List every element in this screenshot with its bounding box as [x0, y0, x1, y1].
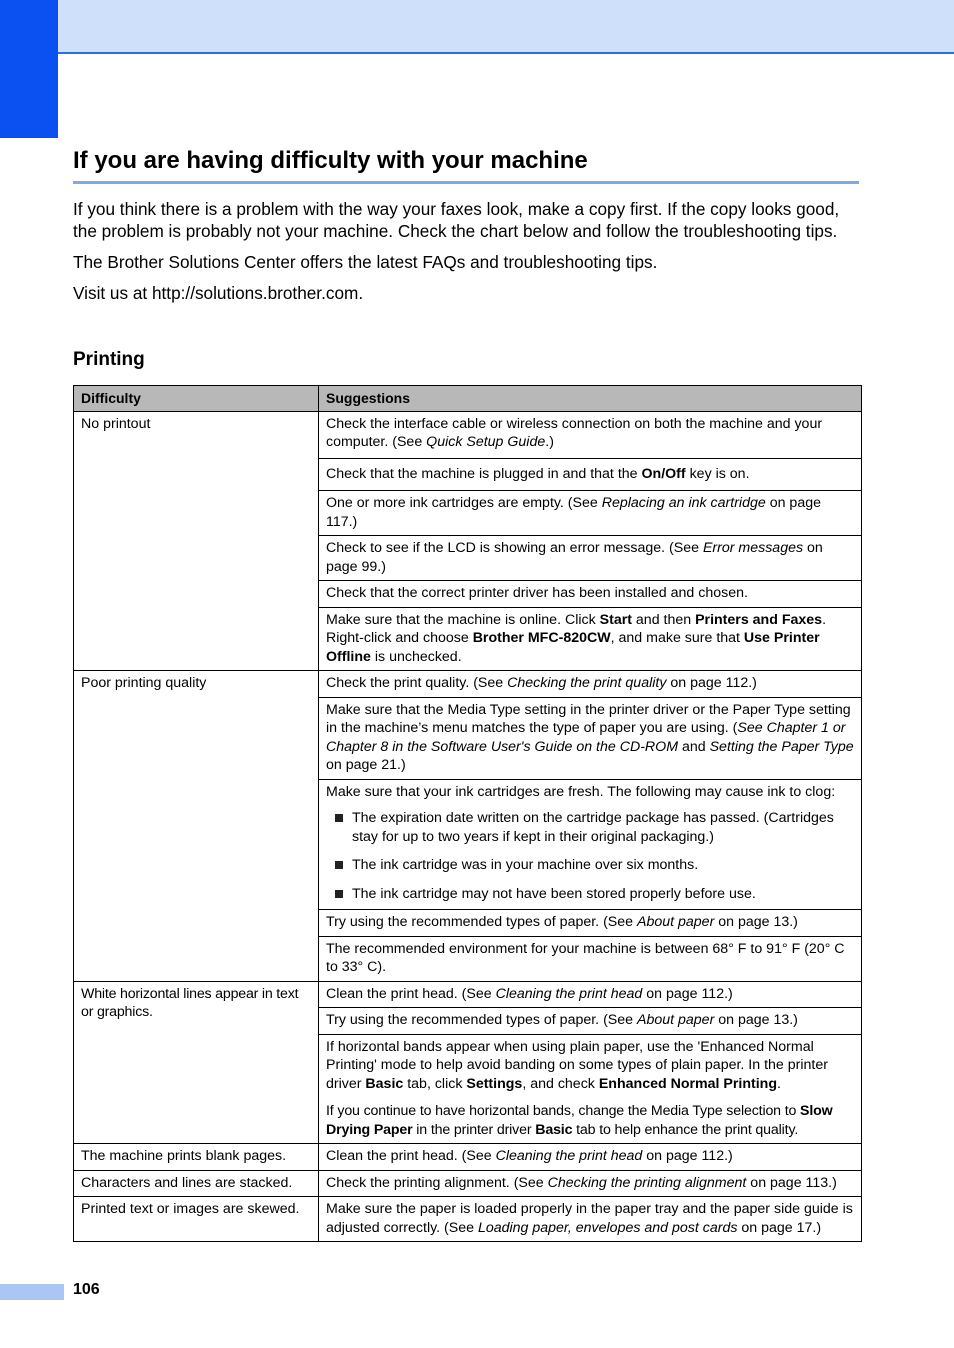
suggestion-cell — [319, 1170, 862, 1197]
suggestion-cell — [319, 697, 862, 779]
ui-term: Basic — [535, 1121, 573, 1138]
cross-reference: Cleaning the print head — [495, 1148, 643, 1164]
suggestion-text: on page 113.) — [746, 1174, 837, 1191]
cross-reference: About paper — [636, 914, 715, 930]
list-item — [334, 885, 854, 904]
table-row — [74, 411, 862, 458]
list-item — [334, 856, 854, 875]
intro-paragraph: The Brother Solutions Center offers the latest FAQs and troubleshooting tips. — [73, 252, 658, 272]
difficulty-cell: Printed text or images are skewed. — [74, 1197, 319, 1242]
suggestion-text: One or more ink cartridges are empty. (See — [326, 495, 602, 511]
list-item-text: The ink cartridge may not have been stored properly before use. — [352, 885, 756, 902]
footer-band — [0, 1284, 64, 1300]
intro-text — [73, 198, 863, 313]
suggestion-cell — [319, 1034, 862, 1144]
difficulty-cell: No printout — [74, 411, 319, 671]
list-item — [334, 809, 854, 846]
table-row — [74, 981, 862, 1008]
suggestion-text: Check that the correct printer driver has been installed and chosen. — [326, 585, 748, 601]
ui-term: Brother MFC-820CW — [472, 630, 611, 646]
difficulty-cell: White horizontal lines appear in text or graphics. — [74, 981, 319, 1144]
suggestion-text: is unchecked. — [370, 648, 462, 665]
suggestion-text: Check to see if the LCD is showing an error message. (See — [326, 540, 703, 556]
ui-term: Settings — [466, 1075, 523, 1092]
ui-term: Use Printer Offline — [326, 630, 820, 665]
header-band — [0, 0, 954, 54]
suggestion-text: .) — [545, 434, 554, 450]
suggestion-cell — [319, 458, 862, 491]
ui-term: Printers and Faxes — [695, 611, 823, 628]
suggestion-text: Make sure that your ink cartridges are fresh. The following may cause ink to clog: — [326, 783, 836, 800]
suggestion-text: tab to help enhance the print quality. — [572, 1121, 799, 1138]
suggestion-text: Make sure that the machine is online. Click — [326, 611, 600, 628]
suggestion-cell — [319, 936, 862, 981]
suggestion-cell — [319, 910, 862, 937]
cross-reference: Checking the print quality — [507, 675, 667, 691]
ui-term: Slow Drying Paper — [326, 1103, 833, 1138]
cross-reference: Loading paper, envelopes and post cards — [477, 1219, 738, 1236]
suggestion-text: on page 21.) — [326, 757, 406, 773]
cross-reference: Cleaning the print head — [495, 985, 643, 1002]
ui-term: Basic — [365, 1075, 404, 1092]
table-row — [74, 671, 862, 698]
suggestion-text: Check the interface cable or wireless connection on both the machine and your computer. (See — [326, 415, 823, 450]
suggestion-text: Clean the print head. (See — [326, 1148, 496, 1164]
suggestion-text: If you continue to have horizontal bands, change the Media Type selection to — [326, 1103, 801, 1119]
intro-paragraph: Visit us at http://solutions.brother.com. — [73, 283, 364, 303]
intro-paragraph: If you think there is a problem with the way your faxes look, make a copy first. If the copy looks good, the problem is probably not your machine. Check the chart below and follow the troubleshooting tips. — [73, 199, 840, 241]
suggestion-cell — [319, 1008, 862, 1035]
suggestion-text: . Right-click and choose — [326, 611, 827, 646]
suggestion-cell — [319, 1197, 862, 1242]
suggestion-text: Check the print quality. (See — [326, 675, 508, 691]
suggestion-text: tab, click — [403, 1075, 467, 1092]
suggestion-text: , and make sure that — [610, 630, 744, 646]
ui-term: Enhanced Normal Printing — [598, 1075, 777, 1092]
page-title: If you are having difficulty with your machine — [73, 146, 859, 184]
header-suggestions: Suggestions — [319, 386, 862, 412]
page-number: 106 — [73, 1281, 100, 1298]
cross-reference: Error messages — [702, 540, 804, 556]
difficulty-cell: Characters and lines are stacked. — [74, 1170, 319, 1197]
suggestion-text: Check that the machine is plugged in and that the — [326, 465, 642, 482]
suggestion-cell — [319, 779, 862, 910]
suggestion-text: on page 112.) — [642, 1148, 733, 1164]
suggestion-text: Check the printing alignment. (See — [326, 1174, 548, 1191]
difficulty-cell: Poor printing quality — [74, 671, 319, 982]
chapter-tab — [0, 0, 58, 138]
square-bullet-icon — [335, 861, 343, 869]
cross-reference: Setting the Paper Type — [709, 738, 854, 755]
cross-reference: Replacing an ink cartridge — [601, 495, 766, 511]
suggestion-cell — [319, 411, 862, 458]
suggestion-cell — [319, 607, 862, 671]
suggestion-text: Clean the print head. (See — [326, 985, 496, 1002]
suggestion-cell — [319, 581, 862, 608]
difficulty-cell: The machine prints blank pages. — [74, 1144, 319, 1171]
suggestion-text: If horizontal bands appear when using plain paper, use the 'Enhanced Normal Printing' mode to help avoid banding on some types of plain paper. In the printer driver — [326, 1038, 828, 1092]
suggestion-text: on page 117.) — [326, 495, 821, 530]
suggestion-text: Make sure the paper is loaded properly in the paper tray and the paper side guide is adjusted correctly. (See — [326, 1201, 853, 1236]
suggestion-text: , and check — [522, 1075, 599, 1092]
suggestion-cell — [319, 671, 862, 698]
suggestion-text: and — [678, 738, 710, 755]
section-title: Printing — [73, 349, 145, 370]
troubleshooting-table — [73, 385, 862, 1242]
suggestion-paragraph — [326, 1102, 854, 1139]
suggestion-text: on page 17.) — [737, 1219, 822, 1236]
ui-term: Start — [599, 611, 632, 628]
suggestion-text: The recommended environment for your machine is between 68° F to 91° F (20° C to 33° C). — [326, 940, 845, 975]
square-bullet-icon — [335, 890, 343, 898]
suggestion-cell — [319, 1144, 862, 1171]
table-header-row — [74, 386, 862, 412]
cross-reference: See Chapter 1 or Chapter 8 in the Software User's Guide on the CD-ROM — [326, 720, 846, 755]
suggestion-text: and then — [631, 611, 696, 628]
suggestion-cell — [319, 491, 862, 536]
suggestion-text: on page 99.) — [326, 540, 823, 575]
cross-reference: Quick Setup Guide — [426, 434, 546, 450]
cross-reference: About paper — [636, 1012, 715, 1028]
suggestion-text: on page 13.) — [714, 1012, 798, 1028]
header-difficulty: Difficulty — [74, 386, 319, 412]
suggestion-text: Make sure that the Media Type setting in the printer driver or the Paper Type setting in the machine’s menu matches the type of paper you are using. ( — [326, 701, 851, 736]
list-item-text: The expiration date written on the cartridge package has passed. (Cartridges stay for up to two years if kept in their original packaging.) — [352, 810, 834, 845]
suggestion-cell — [319, 536, 862, 581]
suggestion-text: on page 13.) — [714, 914, 798, 930]
suggestion-text: Try using the recommended types of paper. (See — [326, 1012, 637, 1028]
square-bullet-icon — [335, 814, 343, 822]
key-name: On/Off — [641, 465, 686, 482]
bullet-list — [326, 809, 854, 903]
suggestion-text: in the printer driver — [412, 1121, 536, 1138]
list-item-text: The ink cartridge was in your machine over six months. — [352, 857, 699, 873]
table-row — [74, 1144, 862, 1171]
suggestion-text: on page 112.) — [642, 985, 733, 1002]
table-row — [74, 1197, 862, 1242]
suggestion-text: Try using the recommended types of paper. (See — [326, 914, 637, 930]
table-row — [74, 1170, 862, 1197]
suggestion-text: key is on. — [685, 465, 750, 482]
suggestion-cell — [319, 981, 862, 1008]
suggestion-text: . — [777, 1075, 781, 1092]
cross-reference: Checking the printing alignment — [547, 1174, 747, 1191]
suggestion-text: on page 112.) — [666, 675, 757, 691]
